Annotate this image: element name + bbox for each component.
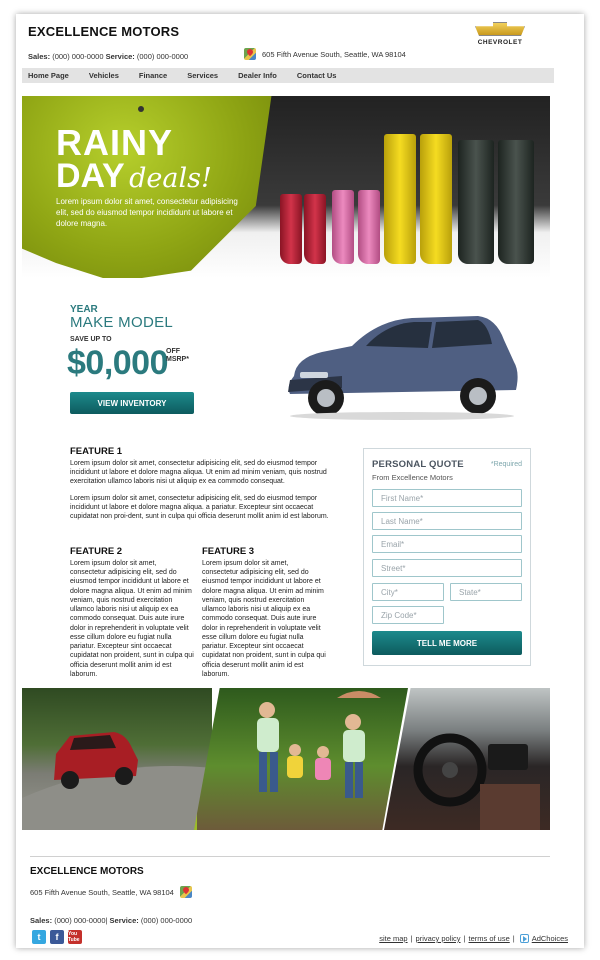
footer-service-phone[interactable]: (000) 000-0000 — [140, 916, 193, 925]
main-nav — [22, 68, 554, 83]
suv-image[interactable] — [282, 306, 522, 422]
hero-title-day: DAY — [56, 157, 125, 196]
state-field[interactable]: State* — [450, 583, 522, 601]
boot-yellow-2 — [420, 134, 452, 264]
photo-interior — [384, 688, 550, 830]
footer-sales-phone[interactable]: (000) 000-0000| — [54, 916, 108, 925]
map-pin-icon — [180, 886, 192, 898]
offer-save-label: SAVE UP TO — [70, 336, 112, 343]
email-field[interactable]: Email* — [372, 535, 522, 553]
terms-of-use-link[interactable]: terms of use — [468, 934, 510, 943]
chevrolet-logo[interactable] — [470, 22, 530, 46]
adchoices-icon[interactable] — [520, 934, 529, 943]
nav-dealer-info[interactable]: Dealer Info — [238, 71, 277, 80]
sales-label: Sales: — [28, 52, 51, 61]
sales-phone[interactable]: (000) 000-0000 — [52, 52, 104, 61]
boot-red-1 — [280, 194, 302, 264]
offer-model: MAKE MODEL — [70, 314, 174, 331]
hero-body: Lorem ipsum dolor sit amet, consectetur adipisicing elit, sed do eiusmod tempor incididunt ut labore et dolore magna. — [56, 197, 238, 229]
view-inventory-button[interactable]: VIEW INVENTORY — [70, 392, 194, 414]
nav-finance[interactable]: Finance — [138, 71, 168, 80]
footer-address[interactable] — [30, 886, 192, 898]
city-field[interactable]: City* — [372, 583, 444, 601]
youtube-icon[interactable]: You Tube — [68, 930, 82, 944]
link-separator: | — [512, 934, 515, 943]
feature-2-title: FEATURE 2 — [70, 546, 123, 557]
bowtie-icon — [475, 22, 525, 36]
social-links — [32, 930, 82, 944]
footer-service-label: Service: — [109, 916, 139, 925]
boot-black-1 — [458, 140, 494, 264]
offer-msrp: MSRP* — [166, 356, 189, 364]
offer-off: OFF — [166, 348, 180, 355]
umbrella-tip — [138, 106, 144, 112]
site-map-link[interactable]: site map — [379, 934, 408, 943]
brand-name: EXCELLENCE MOTORS — [28, 24, 180, 39]
nav-services[interactable]: Services — [187, 71, 219, 80]
feature-1-text-1: Lorem ipsum dolor sit amet, consectetur adipisicing elit, sed do eiusmod tempor incididunt ut labore et dolore magna aliqua. Ut enim ad minim veniam, quis nostrud exercitation ullamco laboris nisi ut aliquip ex ea commodo consequat. — [70, 460, 327, 486]
offer-year: YEAR — [70, 304, 98, 315]
link-separator: | — [410, 934, 413, 943]
lifestyle-photo-strip — [22, 688, 550, 830]
photo-red-suv — [22, 688, 212, 830]
footer-sales-label: Sales: — [30, 916, 53, 925]
feature-3-title: FEATURE 3 — [202, 546, 255, 557]
interior-image — [384, 688, 550, 830]
family-image — [197, 688, 411, 830]
hero-title-deals: deals! — [129, 163, 212, 195]
red-suv-image — [22, 688, 212, 830]
quote-subtitle: From Excellence Motors — [372, 473, 453, 482]
header-contact — [28, 52, 188, 61]
boot-pink-2 — [358, 190, 380, 264]
privacy-policy-link[interactable]: privacy policy — [415, 934, 461, 943]
feature-1-title: FEATURE 1 — [70, 446, 123, 457]
header-address-text: 605 Fifth Avenue South, Seattle, WA 98104 — [262, 49, 406, 59]
offer-price: $0,000 — [67, 344, 168, 382]
feature-1-text-2: Lorem ipsum dolor sit amet, consectetur adipisicing elit, sed do eiusmod tempor incididunt ut labore et dolore magna aliqua. a pariatur. Excepteur sint occaecat cupidatat non proi-dent, sunt in culpa qui officia deserunt mollit anim id est laborum. — [70, 495, 329, 521]
feature-3-text: Lorem ipsum dolor sit amet, consectetur adipisicing elit, sed do eiusmod tempor incididunt ut labore et dolore magna aliqua. Ut enim ad minim veniam, quis nostrud exercitation ullamco laboris nisi ut aliquip ex ea commodo consequat. Duis aute irure dolor in reprehenderit in voluptate velit esse cillum dolore eu fugiat nulla pariatur. Excepteur sint occaecat cupidatat non proident, sunt in culpa qui officia deserunt mollit anim id est laborum. — [202, 560, 326, 678]
map-pin-icon — [244, 48, 256, 60]
footer-links — [379, 934, 568, 943]
last-name-field[interactable]: Last Name* — [372, 512, 522, 530]
footer-brand: EXCELLENCE MOTORS — [30, 866, 144, 877]
nav-vehicles[interactable]: Vehicles — [88, 71, 119, 80]
boot-yellow-1 — [384, 134, 416, 264]
photo-family — [194, 688, 408, 830]
zip-code-field[interactable]: Zip Code* — [372, 606, 444, 624]
street-field[interactable]: Street* — [372, 559, 522, 577]
first-name-field[interactable]: First Name* — [372, 489, 522, 507]
nav-contact-us[interactable]: Contact Us — [296, 71, 337, 80]
service-label: Service: — [105, 52, 135, 61]
offer-off-msrp — [166, 348, 189, 365]
facebook-icon[interactable]: f — [50, 930, 64, 944]
boot-black-2 — [498, 140, 534, 264]
hero-title — [56, 122, 212, 196]
boot-pink-1 — [332, 190, 354, 264]
feature-2-text: Lorem ipsum dolor sit amet, consectetur adipisicing elit, sed do eiusmod tempor incididunt ut labore et dolore magna aliqua. Ut enim ad minim veniam, quis nostrud exercitation ullamco laboris nisi ut aliquip ex ea commodo consequat. Duis aute irure dolor in reprehenderit in voluptate velit esse cillum dolore eu fugiat nulla pariatur. Excepteur sint occaecat cupidatat non proident, sunt in culpa qui officia deserunt mollit anim id est laborum. — [70, 560, 194, 678]
footer-address-text: 605 Fifth Avenue South, Seattle, WA 98104 — [30, 887, 174, 897]
tell-me-more-button[interactable]: TELL ME MORE — [372, 631, 522, 655]
personal-quote-form — [363, 448, 531, 666]
boot-red-2 — [304, 194, 326, 264]
link-separator: | — [463, 934, 466, 943]
footer-contact — [30, 916, 192, 925]
quote-title: PERSONAL QUOTE — [372, 459, 464, 470]
quote-required-note: *Required — [490, 461, 522, 468]
header-address[interactable] — [244, 48, 406, 60]
nav-home[interactable]: Home Page — [28, 71, 69, 80]
logo-text: CHEVROLET — [477, 39, 523, 46]
twitter-icon[interactable]: t — [32, 930, 46, 944]
service-phone[interactable]: (000) 000-0000 — [136, 52, 189, 61]
footer-divider — [30, 856, 550, 857]
hero-banner[interactable] — [22, 96, 550, 278]
adchoices-link[interactable]: AdChoices — [531, 934, 568, 943]
hero-title-rainy: RAINY — [56, 122, 174, 163]
